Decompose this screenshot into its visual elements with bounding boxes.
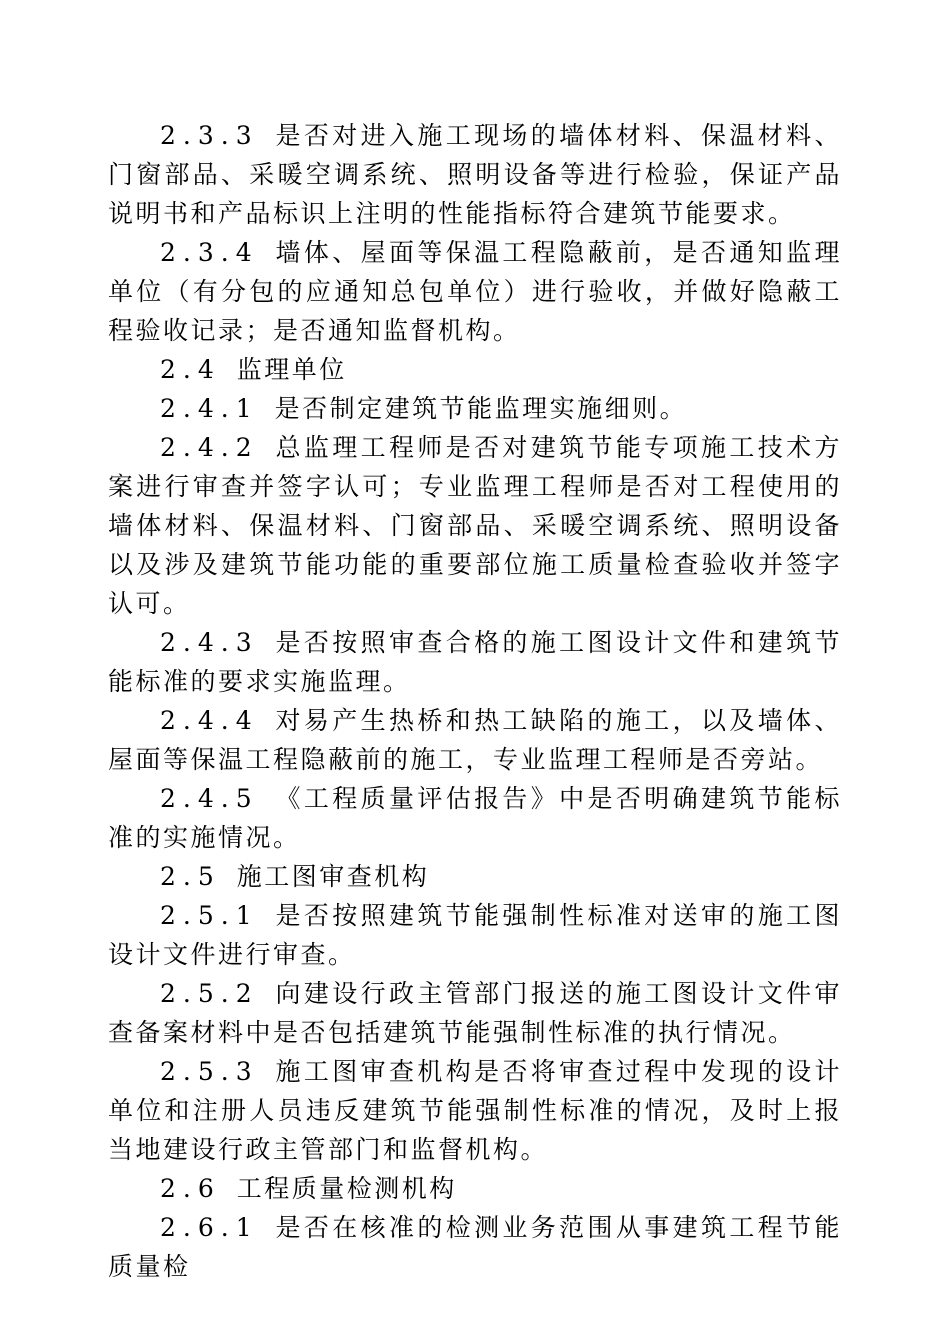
paragraph-2-4-2	[108, 428, 842, 623]
heading-2-5	[108, 857, 842, 896]
section-number: 2.4	[160, 355, 221, 384]
paragraph-text: 是否制定建筑节能监理实施细则。	[274, 394, 688, 423]
paragraph-2-5-2	[108, 974, 842, 1052]
heading-2-4	[108, 350, 842, 389]
section-heading: 工程质量检测机构	[236, 1174, 457, 1203]
section-number: 2.4.1	[160, 394, 259, 423]
section-heading: 施工图审查机构	[236, 862, 430, 891]
paragraph-2-5-1	[108, 896, 842, 974]
section-number: 2.3.4	[160, 238, 259, 267]
document-body	[108, 116, 842, 1286]
paragraph-2-3-3	[108, 116, 842, 233]
paragraph-text: 是否对进入施工现场的墙体材料、保温材料、门窗部品、采暖空调系统、照明设备等进行检验，保证产品说明书和产品标识上注明的性能指标符合建筑节能要求。	[108, 121, 842, 228]
section-number: 2.4.2	[160, 433, 259, 462]
heading-2-6	[108, 1169, 842, 1208]
paragraph-2-4-5	[108, 779, 842, 857]
paragraph-text: 是否按照审查合格的施工图设计文件和建筑节能标准的要求实施监理。	[108, 628, 842, 696]
paragraph-2-4-1	[108, 389, 842, 428]
paragraph-text: 施工图审查机构是否将审查过程中发现的设计单位和注册人员违反建筑节能强制性标准的情况，及时上报当地建设行政主管部门和监督机构。	[108, 1057, 842, 1164]
paragraph-2-4-3	[108, 623, 842, 701]
paragraph-text: 是否按照建筑节能强制性标准对送审的施工图设计文件进行审查。	[108, 901, 842, 969]
paragraph-text: 对易产生热桥和热工缺陷的施工，以及墙体、屋面等保温工程隐蔽前的施工，专业监理工程师是否旁站。	[108, 706, 842, 774]
section-number: 2.3.3	[160, 121, 259, 150]
section-number: 2.5.1	[160, 901, 259, 930]
paragraph-text: 向建设行政主管部门报送的施工图设计文件审查备案材料中是否包括建筑节能强制性标准的执行情况。	[108, 979, 842, 1047]
paragraph-text: 是否在核准的检测业务范围从事建筑工程节能质量检	[108, 1213, 842, 1281]
paragraph-2-6-1	[108, 1208, 842, 1286]
section-number: 2.4.5	[160, 784, 259, 813]
paragraph-text: 总监理工程师是否对建筑节能专项施工技术方案进行审查并签字认可；专业监理工程师是否对工程使用的墙体材料、保温材料、门窗部品、采暖空调系统、照明设备以及涉及建筑节能功能的重要部位施工质量检查验收并签字认可。	[108, 433, 842, 618]
section-number: 2.4.4	[160, 706, 259, 735]
paragraph-2-4-4	[108, 701, 842, 779]
paragraph-2-3-4	[108, 233, 842, 350]
section-heading: 监理单位	[236, 355, 347, 384]
section-number: 2.6	[160, 1174, 221, 1203]
section-number: 2.6.1	[160, 1213, 259, 1242]
paragraph-text: 《工程质量评估报告》中是否明确建筑节能标准的实施情况。	[108, 784, 842, 852]
section-number: 2.4.3	[160, 628, 259, 657]
section-number: 2.5.3	[160, 1057, 259, 1086]
section-number: 2.5	[160, 862, 221, 891]
section-number: 2.5.2	[160, 979, 259, 1008]
paragraph-2-5-3	[108, 1052, 842, 1169]
paragraph-text: 墙体、屋面等保温工程隐蔽前，是否通知监理单位（有分包的应通知总包单位）进行验收，并做好隐蔽工程验收记录；是否通知监督机构。	[108, 238, 842, 345]
